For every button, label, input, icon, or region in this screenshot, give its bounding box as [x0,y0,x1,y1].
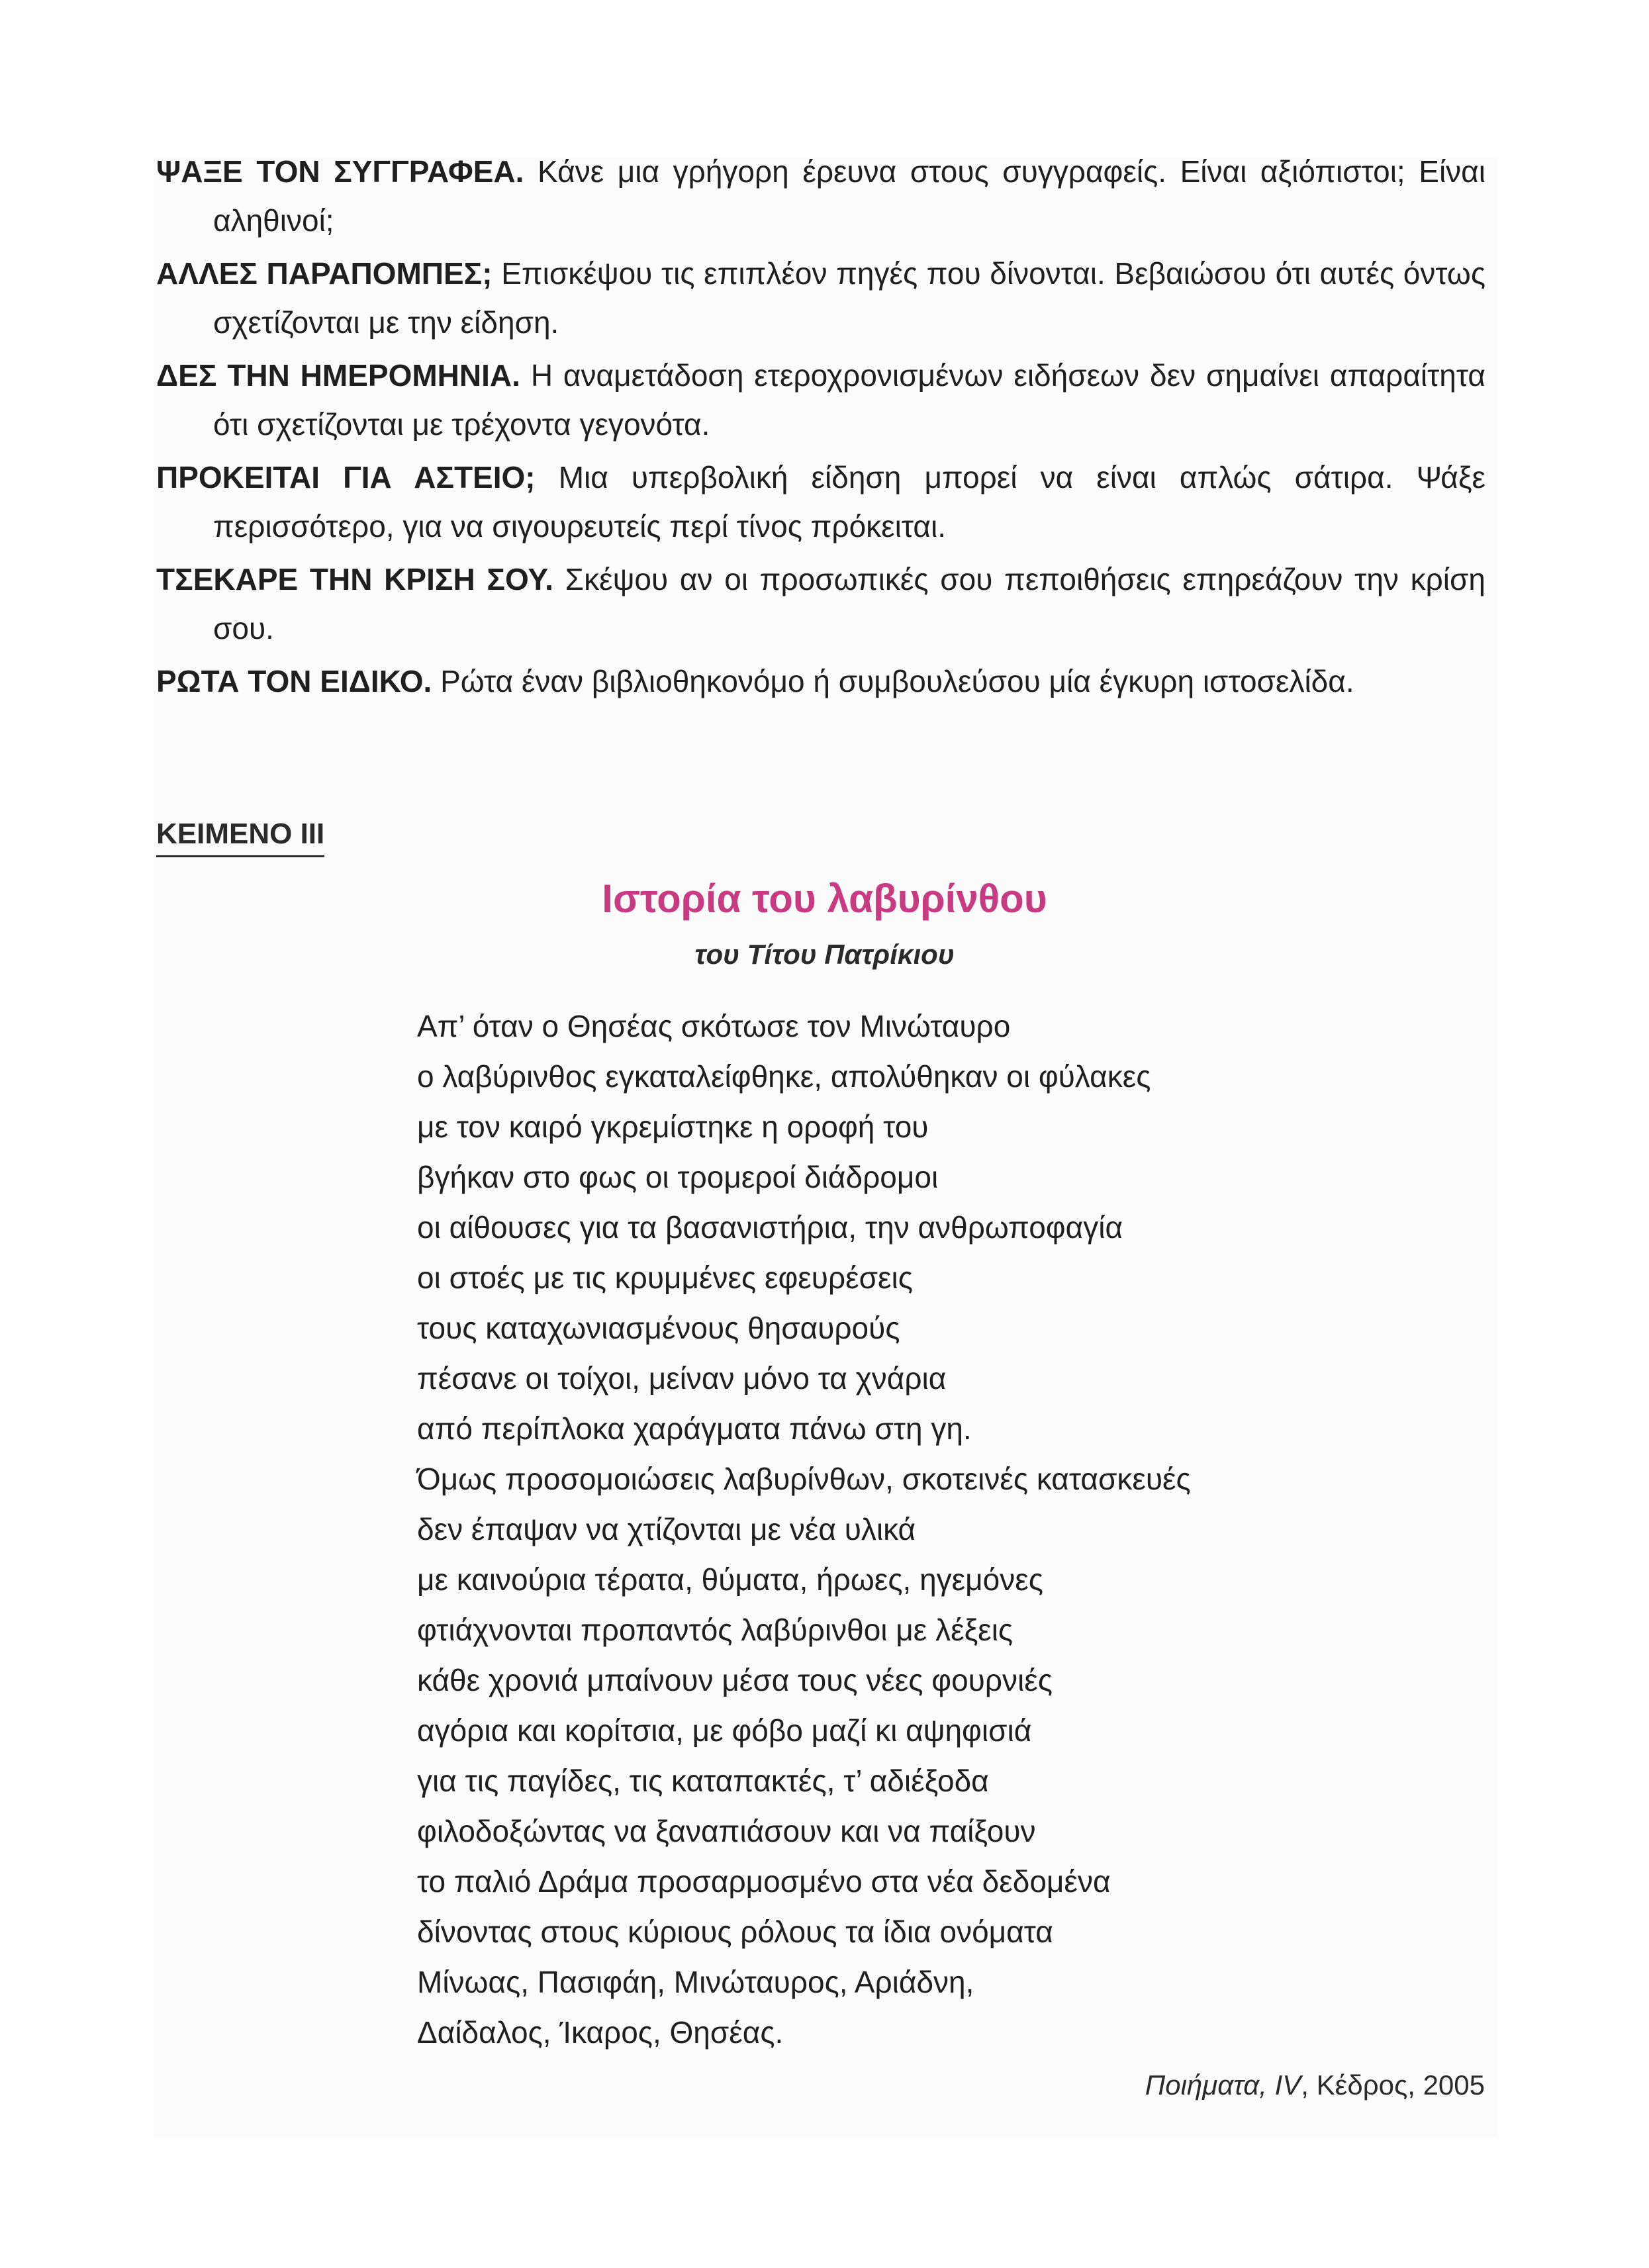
tip-term: ΠΡΟΚΕΙΤΑΙ ΓΙΑ ΑΣΤΕΙΟ; [156,460,536,495]
tip-term: ΔΕΣ ΤΗΝ ΗΜΕΡΟΜΗΝΙΑ. [156,358,520,393]
poem-line: για τις παγίδες, τις καταπακτές, τ’ αδιέξοδα [417,1764,989,1798]
poem-line: δίνοντας στους κύριους ρόλους τα ίδια ονόματα [417,1914,1053,1949]
poem-source [1145,2065,1485,2105]
fact-check-tips-list [156,147,1485,710]
poem-line: δεν έπαψαν να χτίζονται με νέα υλικά [417,1512,916,1546]
poem-line: με τον καιρό γκρεμίστηκε η οροφή του [417,1110,929,1144]
poem-author: του Τίτου Πατρίκιου [694,939,955,970]
poem-line: βγήκαν στο φως οι τρομεροί διάδρομοι [417,1160,939,1194]
tip-item [156,453,1485,551]
tip-term: ΑΛΛΕΣ ΠΑΡΑΠΟΜΠΕΣ; [156,256,493,291]
poem-line: κάθε χρονιά μπαίνουν μέσα τους νέες φουρνιές [417,1663,1053,1697]
poem-line: αγόρια και κορίτσια, με φόβο μαζί κι αψηφισιά [417,1713,1032,1748]
poem-body [417,1001,1191,2057]
poem-line: ο λαβύρινθος εγκαταλείφθηκε, απολύθηκαν οι φύλακες [417,1059,1151,1094]
poem-line: από περίπλοκα χαράγματα πάνω στη γη. [417,1411,972,1446]
poem-line: Όμως προσομοιώσεις λαβυρίνθων, σκοτεινές κατασκευές [417,1462,1191,1496]
poem-line: Δαίδαλος, Ίκαρος, Θησέας. [417,2015,784,2050]
tip-term: ΨΑΞΕ ΤΟΝ ΣΥΓΓΡΑΦΕΑ. [156,154,524,189]
source-publisher: , Κέδρος, 2005 [1301,2069,1485,2101]
poem-line: Μίνωας, Πασιφάη, Μινώταυρος, Αριάδνη, [417,1965,974,1999]
tip-text: Ρώτα έναν βιβλιοθηκονόμο ή συμβουλεύσου μία έγκυρη ιστοσελίδα. [440,664,1354,698]
tip-text: Η αναμετάδοση ετεροχρονισμένων ειδήσεων δεν σημαίνει απαραίτητα ότι σχετίζονται με τρέχοντα γεγονότα. [213,358,1486,442]
poem-line: τους καταχωνιασμένους θησαυρούς [417,1311,900,1345]
source-work: Ποιήματα, IV [1145,2069,1301,2101]
tip-item [156,351,1485,449]
tip-item [156,249,1485,347]
tip-item [156,555,1485,653]
poem-line: οι αίθουσες για τα βασανιστήρια, την ανθρωποφαγία [417,1210,1123,1245]
poem-line: πέσανε οι τοίχοι, μείναν μόνο τα χνάρια [417,1361,947,1395]
poem-line: το παλιό Δράμα προσαρμοσμένο στα νέα δεδομένα [417,1864,1111,1899]
tip-text: Μια υπερβολική είδηση μπορεί να είναι απλώς σάτιρα. Ψάξε περισσότερο, για να σιγουρευτείς περί τίνος πρόκειται. [213,460,1485,543]
tip-item [156,147,1485,245]
section-label: ΚΕΙΜΕΝΟ ΙΙΙ [156,816,324,857]
tip-item [156,657,1485,706]
poem-title: Ιστορία του λαβυρίνθου [602,876,1047,921]
tip-term: ΡΩΤΑ ΤΟΝ ΕΙΔΙΚΟ. [156,664,432,698]
tip-term: ΤΣΕΚΑΡΕ ΤΗΝ ΚΡΙΣΗ ΣΟΥ. [156,562,553,596]
poem-line: φιλοδοξώντας να ξαναπιάσουν και να παίξουν [417,1814,1036,1848]
poem-line: φτιάχνονται προπαντός λαβύρινθοι με λέξεις [417,1613,1013,1647]
tip-text: Επισκέψου τις επιπλέον πηγές που δίνονται. Βεβαιώσου ότι αυτές όντως σχετίζονται με την είδηση. [213,256,1485,340]
tip-text: Κάνε μια γρήγορη έρευνα στους συγγραφείς. Είναι αξιόπιστοι; Είναι αληθινοί; [213,154,1485,238]
poem-line: οι στοές με τις κρυμμένες εφευρέσεις [417,1260,913,1295]
poem-line: με καινούρια τέρατα, θύματα, ήρωες, ηγεμόνες [417,1562,1043,1597]
tip-text: Σκέψου αν οι προσωπικές σου πεποιθήσεις επηρεάζουν την κρίση σου. [213,562,1486,645]
poem-line: Απ’ όταν ο Θησέας σκότωσε τον Μινώταυρο [417,1009,1011,1043]
